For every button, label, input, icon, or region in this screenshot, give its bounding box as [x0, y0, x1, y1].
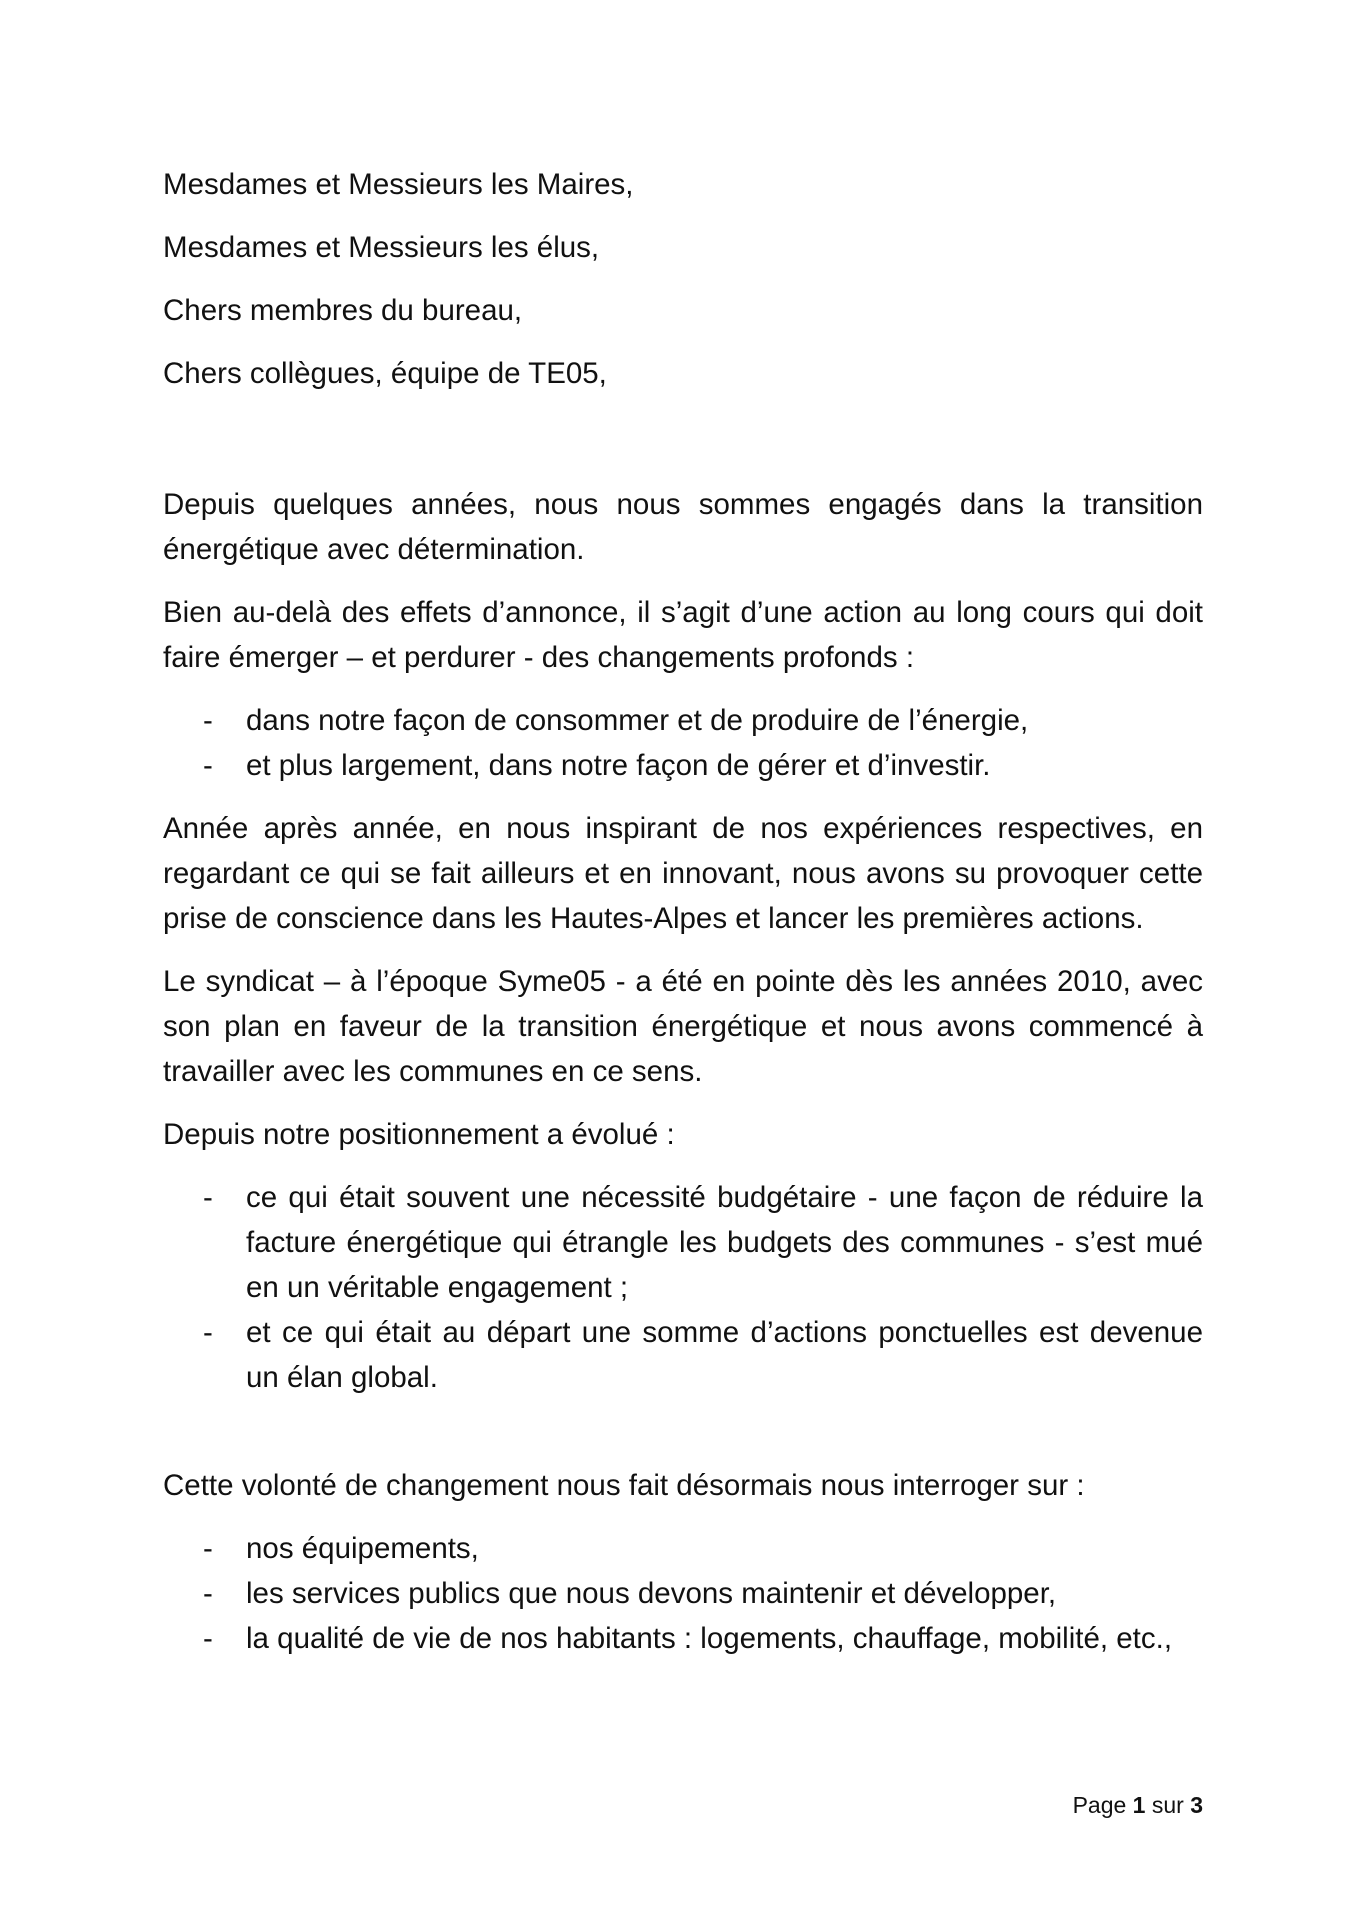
- list-item-text: ce qui était souvent une nécessité budgétaire - une façon de réduire la facture énergétique qui étrangle les budgets des communes - s’est mué en un véritable engagement ;: [246, 1181, 1203, 1304]
- bullet-list: [163, 1526, 1203, 1661]
- dash-bullet: -: [203, 1532, 213, 1565]
- dash-bullet: -: [203, 1577, 213, 1610]
- paragraph: Depuis quelques années, nous nous sommes engagés dans la transition énergétique avec détermination.: [163, 488, 1203, 566]
- list-item-text: la qualité de vie de nos habitants : logements, chauffage, mobilité, etc.,: [246, 1622, 1173, 1655]
- list-item-text: dans notre façon de consommer et de produire de l’énergie,: [246, 704, 1029, 737]
- salutation-line: Mesdames et Messieurs les élus,: [163, 231, 600, 264]
- list-item-text: les services publics que nous devons maintenir et développer,: [246, 1577, 1057, 1610]
- list-item: [163, 1310, 1203, 1400]
- list-item: [163, 1175, 1203, 1310]
- salutation-line: Chers membres du bureau,: [163, 294, 523, 327]
- list-item: [163, 698, 1203, 743]
- salutation-block: [163, 162, 1203, 414]
- page-word: Page: [1072, 1792, 1127, 1818]
- of-word: sur: [1151, 1792, 1184, 1818]
- dash-bullet: -: [203, 749, 213, 782]
- dash-bullet: -: [203, 704, 213, 737]
- list-item: [163, 743, 1203, 788]
- list-item-text: et plus largement, dans notre façon de gérer et d’investir.: [246, 749, 991, 782]
- list-item: [163, 1571, 1203, 1616]
- paragraph-spacer: [163, 1418, 1203, 1463]
- list-item-text: et ce qui était au départ une somme d’actions ponctuelles est devenue un élan global.: [246, 1316, 1203, 1394]
- dash-bullet: -: [203, 1316, 213, 1349]
- letter-body: [163, 482, 1203, 1679]
- current-page-number: 1: [1132, 1792, 1146, 1818]
- paragraph: Le syndicat – à l’époque Syme05 - a été en pointe dès les années 2010, avec son plan en faveur de la transition énergétique et nous avons commencé à travailler avec les communes en ce sens.: [163, 965, 1203, 1088]
- dash-bullet: -: [203, 1622, 213, 1655]
- bullet-list: [163, 1175, 1203, 1400]
- bullet-list: [163, 698, 1203, 788]
- list-item: [163, 1616, 1203, 1661]
- paragraph: Depuis notre positionnement a évolué :: [163, 1118, 675, 1151]
- list-item: [163, 1526, 1203, 1571]
- list-item-text: nos équipements,: [246, 1532, 479, 1565]
- paragraph: Bien au-delà des effets d’annonce, il s’agit d’une action au long cours qui doit faire émerger – et perdurer - des changements profonds :: [163, 596, 1203, 674]
- salutation-line: Chers collègues, équipe de TE05,: [163, 357, 607, 390]
- salutation-line: Mesdames et Messieurs les Maires,: [163, 168, 634, 201]
- paragraph: Cette volonté de changement nous fait désormais nous interroger sur :: [163, 1469, 1085, 1502]
- dash-bullet: -: [203, 1181, 213, 1214]
- page-number-footer: [1073, 1790, 1203, 1820]
- total-pages-number: 3: [1190, 1792, 1203, 1818]
- paragraph: Année après année, en nous inspirant de nos expériences respectives, en regardant ce qui se fait ailleurs et en innovant, nous avons su provoquer cette prise de conscience dans les Hautes-Alpes et lancer les premières actions.: [163, 812, 1203, 935]
